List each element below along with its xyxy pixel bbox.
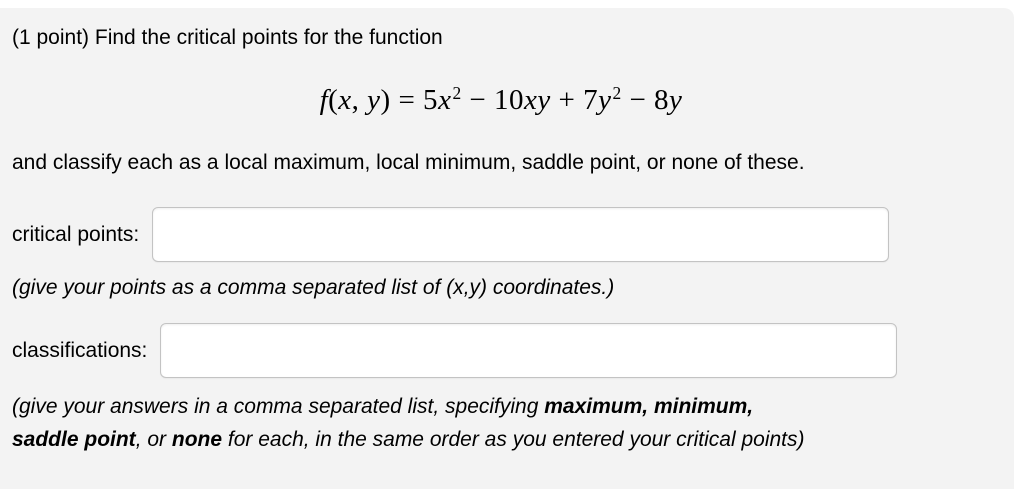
classify-instruction: and classify each as a local maximum, local minimum, saddle point, or none of these. (12, 151, 805, 174)
critical-points-label: critical points: (12, 222, 140, 246)
problem-prompt: (1 point) Find the critical points for the function (12, 26, 443, 49)
classifications-input[interactable] (160, 323, 897, 378)
problem-panel (0, 8, 1014, 489)
critical-points-hint: (give your points as a comma separated list of (x,y) coordinates.) (12, 276, 615, 299)
classifications-hint: (give your answers in a comma separated list, specifying maximum, minimum, saddle point, or none for each, in the same order as you entered your critical points) (12, 395, 805, 451)
classifications-label: classifications: (12, 338, 148, 362)
critical-points-row (12, 207, 990, 262)
critical-points-input[interactable] (152, 207, 889, 262)
classifications-row (12, 323, 990, 378)
function-formula: f(x, $y) = 5x^2 - 10xy + 7y^2 - 8y$ (319, 83, 683, 116)
